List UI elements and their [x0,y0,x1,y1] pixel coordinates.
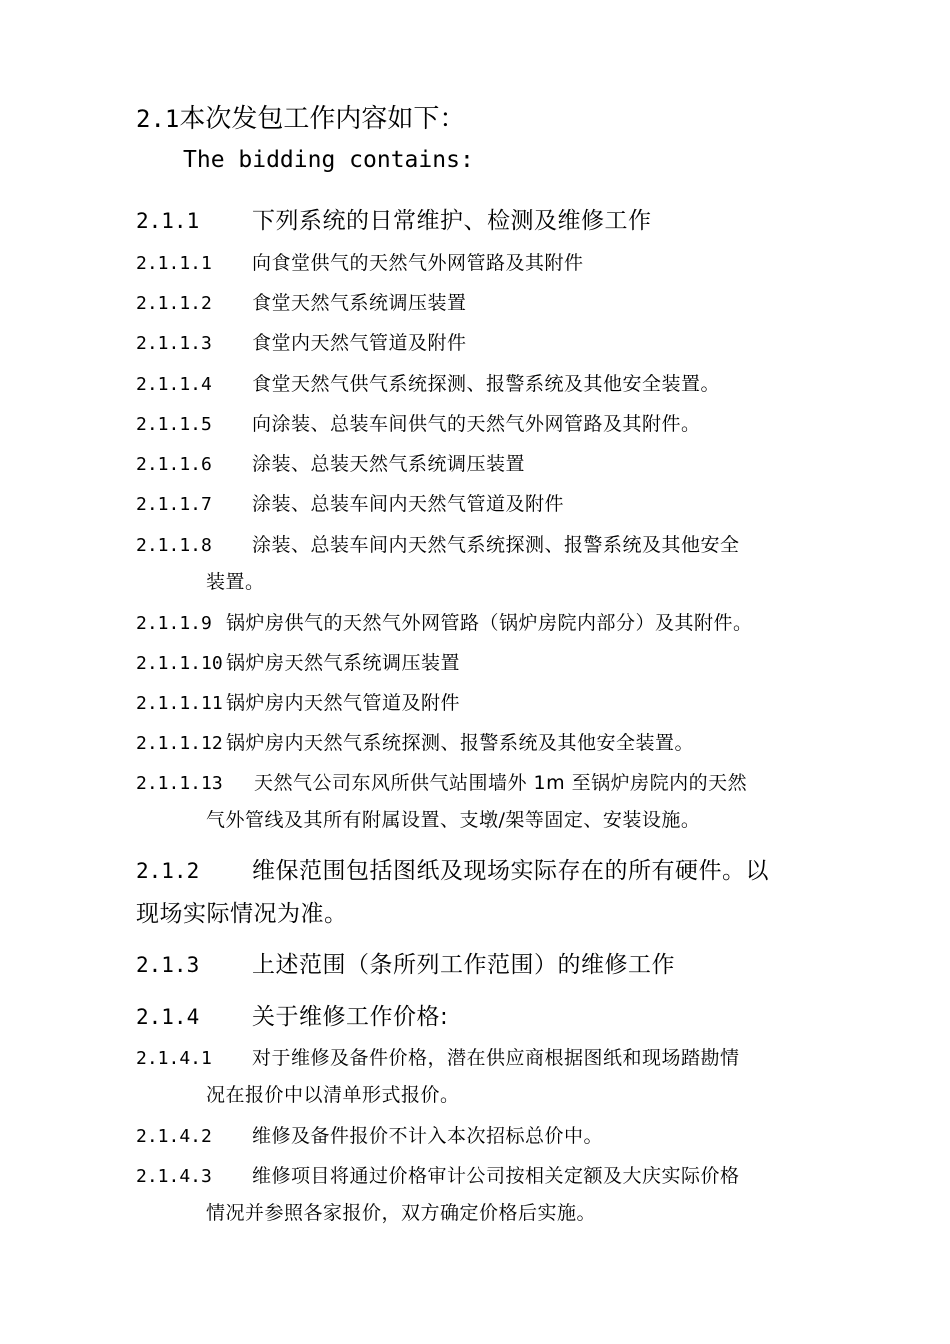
item-continuation: 况在报价中以清单形式报价。 [206,1084,460,1106]
list-item [136,1161,740,1188]
subtitle: The bidding contains: [183,147,474,173]
item-number: 2.1.4.3 [136,1166,212,1187]
list-item [136,728,694,755]
item-number: 2.1.1.8 [136,535,212,556]
item-continuation: 装置。 [206,571,265,593]
item-number: 2.1.1.10 [136,653,223,674]
heading-number: 2.1.1 [136,209,200,233]
list-item [136,248,584,275]
section-title [136,98,465,135]
item-number: 2.1.1.4 [136,374,212,395]
item-text: 涂装、总装天然气系统调压装置 [252,453,526,475]
heading-text: 关于维修工作价格: [252,1004,449,1030]
item-text: 维修项目将通过价格审计公司按相关定额及大庆实际价格 [252,1165,740,1187]
item-text: 向涂装、总装车间供气的天然气外网管路及其附件。 [252,413,701,435]
heading-number: 2.1.4 [136,1005,200,1029]
item-number: 2.1.1.5 [136,414,212,435]
item-number: 2.1.1.13 [136,773,223,794]
item-number: 2.1.1.1 [136,253,212,274]
list-item [136,328,467,355]
item-number: 2.1.1.2 [136,293,212,314]
list-item [136,409,701,436]
list-item [136,449,525,476]
heading-number: 2.1.2 [136,859,200,883]
item-text: 食堂内天然气管道及附件 [252,332,467,354]
item-text: 锅炉房内天然气管道及附件 [226,692,461,714]
item-number: 2.1.4.1 [136,1048,212,1069]
list-item [136,1121,603,1148]
section-number: 2.1 [136,105,180,133]
item-number: 2.1.1.7 [136,494,212,515]
item-text: 向食堂供气的天然气外网管路及其附件 [252,252,584,274]
item-text: 对于维修及备件价格，潜在供应商根据图纸和现场踏勘情 [252,1047,740,1069]
item-text: 锅炉房内天然气系统探测、报警系统及其他安全装置。 [226,732,695,754]
item-number: 2.1.1.9 [136,613,212,634]
list-item [136,608,753,635]
item-number: 2.1.4.2 [136,1126,212,1147]
list-item [136,369,720,396]
heading-continuation-text: 现场实际情况为准。 [136,901,348,927]
item-number: 2.1.1.12 [136,733,223,754]
heading-2-1-4 [136,998,448,1031]
item-number: 2.1.1.11 [136,693,223,714]
heading-2-1-1 [136,202,652,235]
item-text: 食堂天然气系统调压装置 [252,292,467,314]
heading-2-1-3 [136,946,675,979]
list-item [136,1043,740,1070]
item-number: 2.1.1.6 [136,454,212,475]
item-number: 2.1.1.3 [136,333,212,354]
item-continuation: 情况并参照各家报价，双方确定价格后实施。 [206,1202,597,1224]
item-text: 涂装、总装车间内天然气管道及附件 [252,493,565,515]
item-text: 食堂天然气供气系统探测、报警系统及其他安全装置。 [252,373,721,395]
item-text: 涂装、总装车间内天然气系统探测、报警系统及其他安全 [252,534,740,556]
list-item [136,648,460,675]
list-item [136,530,740,557]
item-text: 维修及备件报价不计入本次招标总价中。 [252,1125,604,1147]
heading-text: 下列系统的日常维护、检测及维修工作 [252,208,652,234]
section-title-text: 本次发包工作内容如下： [179,104,466,134]
list-item [136,489,564,516]
list-item [136,768,747,795]
list-item [136,688,460,715]
item-text: 天然气公司东风所供气站围墙外 1m 至锅炉房院内的天然 [254,772,748,794]
heading-number: 2.1.3 [136,953,200,977]
item-text: 锅炉房供气的天然气外网管路（锅炉房院内部分）及其附件。 [226,612,753,634]
item-text: 锅炉房天然气系统调压装置 [226,652,461,674]
heading-text: 上述范围（条所列工作范围）的维修工作 [252,952,675,978]
list-item [136,288,467,315]
heading-2-1-2 [136,852,769,885]
heading-text: 维保范围包括图纸及现场实际存在的所有硬件。以 [252,858,769,884]
item-continuation: 气外管线及其所有附属设置、支墩/架等固定、安装设施。 [206,809,701,831]
heading-continuation [136,895,348,928]
